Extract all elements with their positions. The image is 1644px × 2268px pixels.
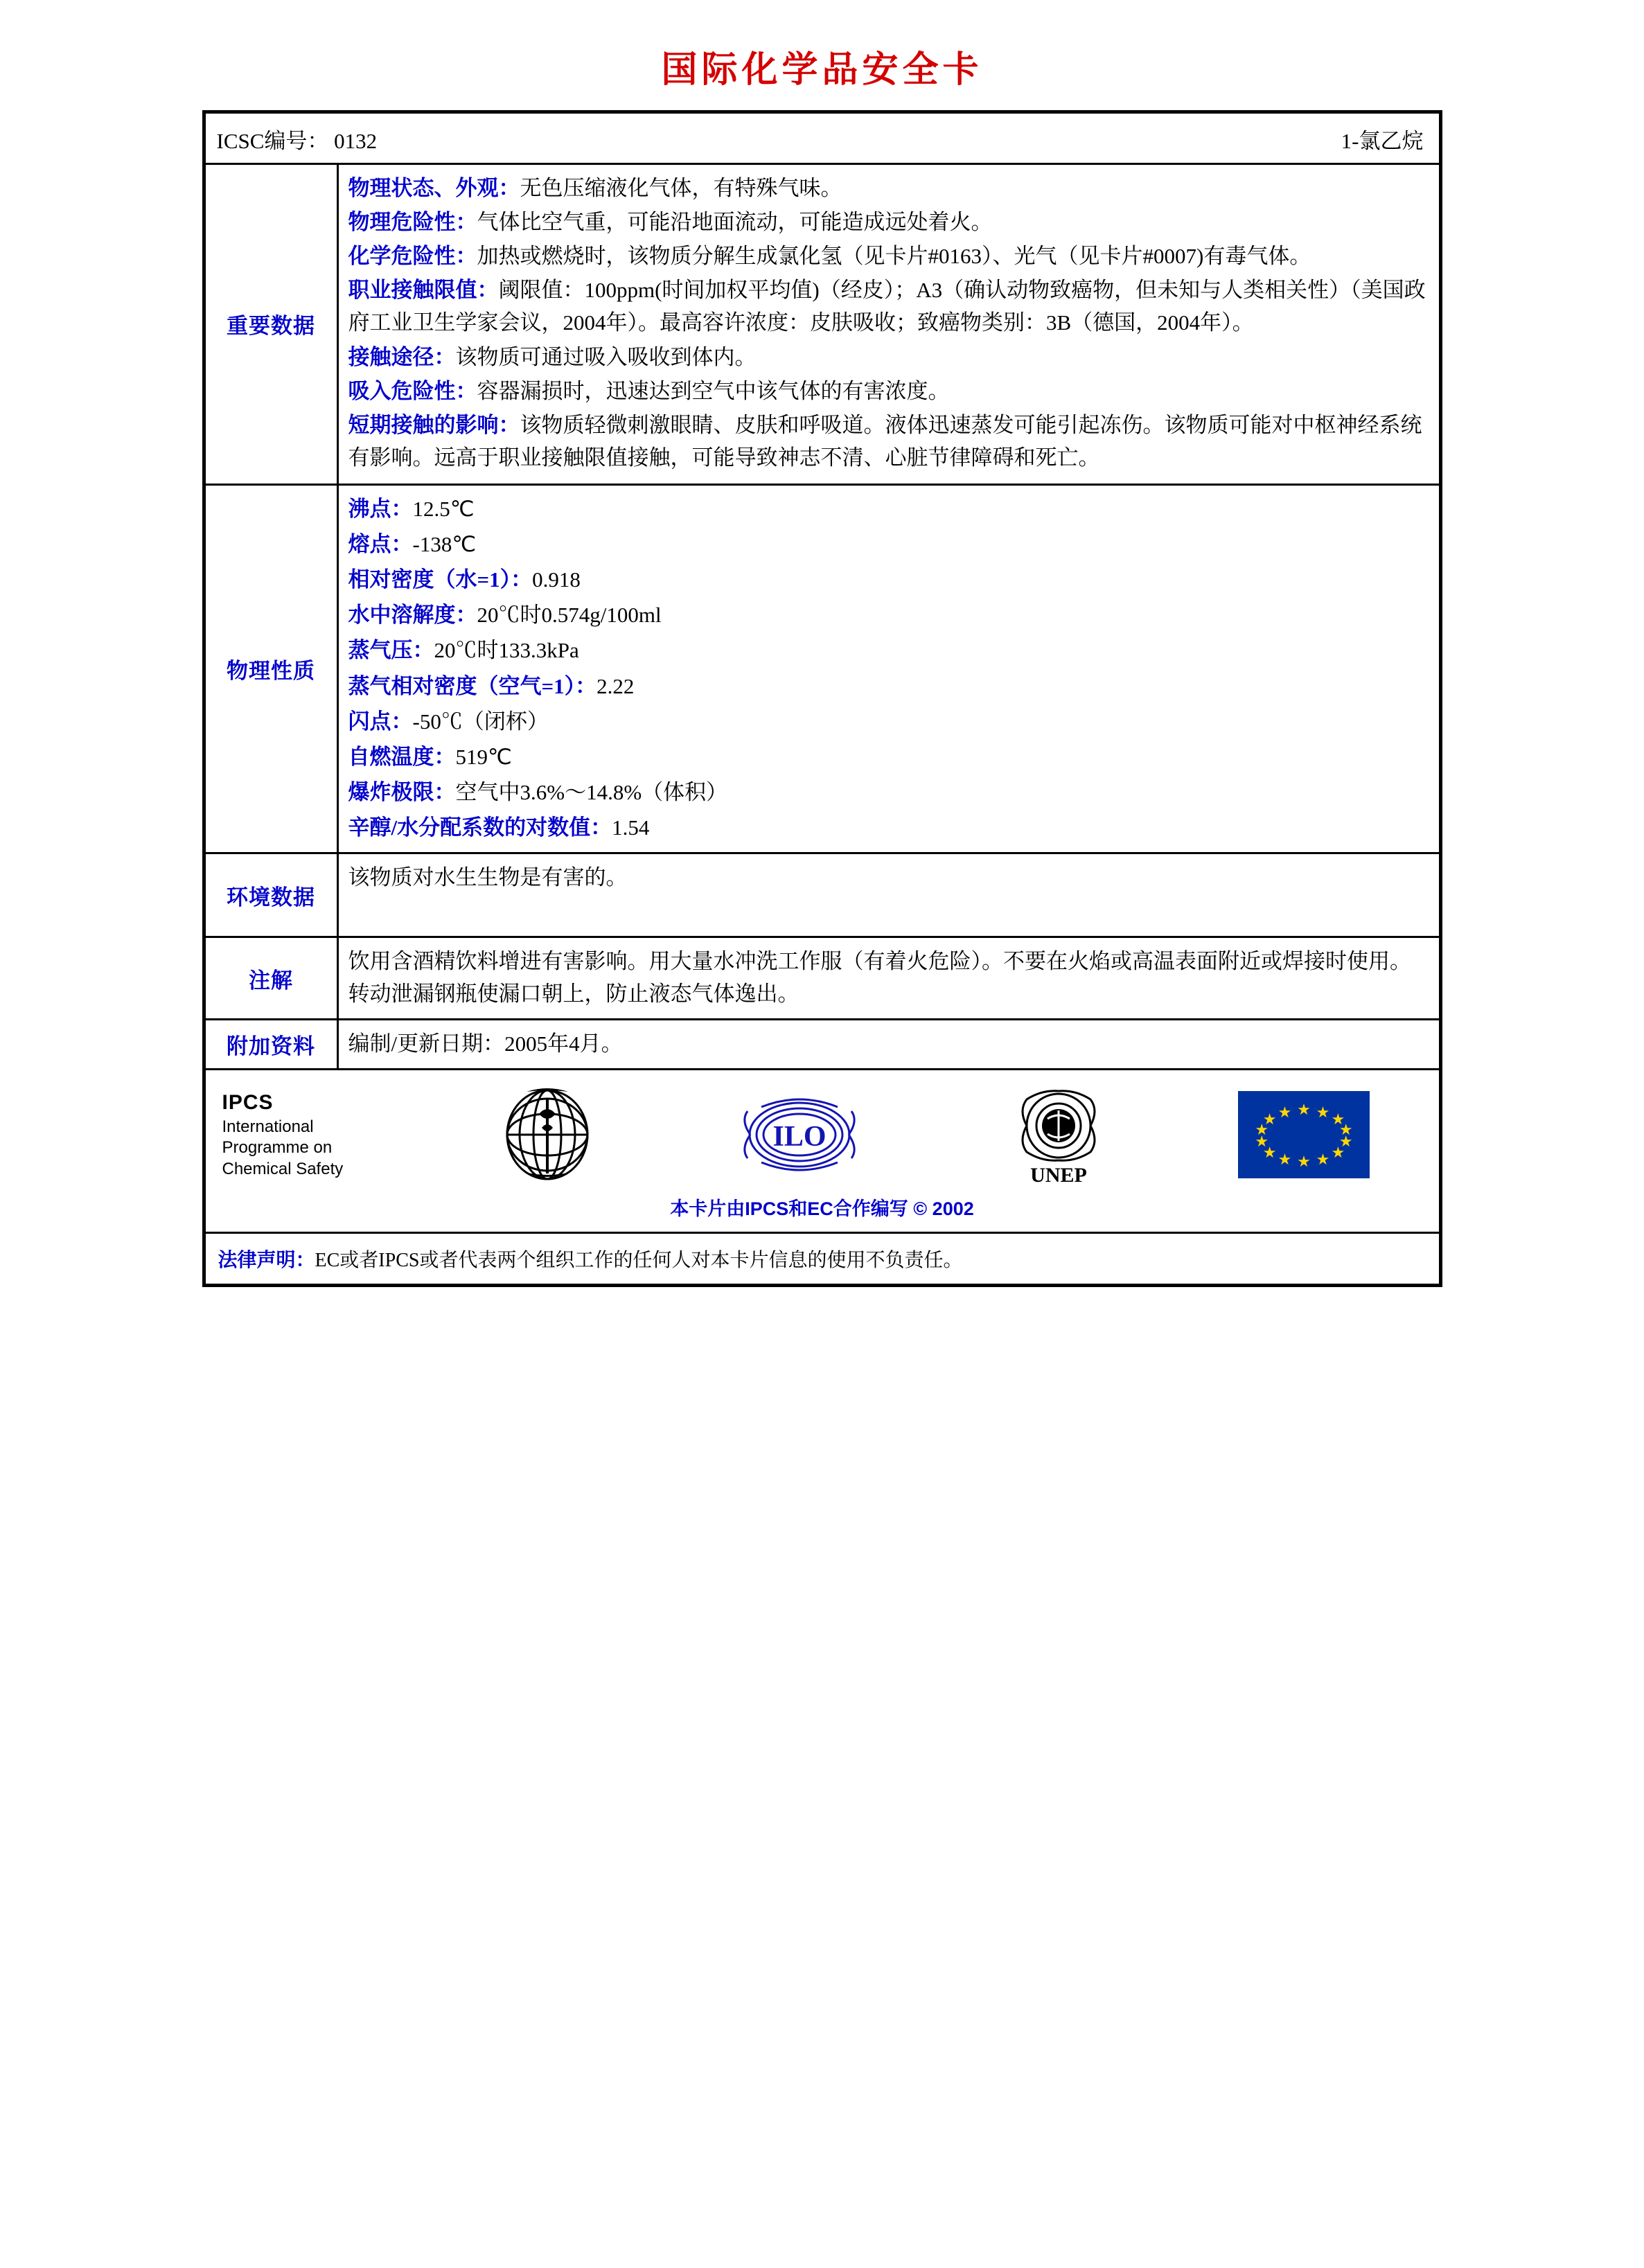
- property-row: [348, 528, 1429, 560]
- item-key: 短期接触的影响：: [348, 412, 520, 437]
- section-label-physical-properties: 物理性质: [206, 486, 339, 852]
- item-value: 加热或燃烧时，该物质分解生成氯化氢（见卡片#0163）、光气（见卡片#0007)有毒气体。: [477, 244, 1311, 269]
- data-item: [348, 341, 1429, 373]
- property-key: 辛醇/水分配系数的对数值：: [348, 815, 612, 840]
- item-key: 物理危险性：: [348, 210, 477, 235]
- item-key: 接触途径：: [348, 344, 456, 369]
- item-value: 该物质可通过吸入吸收到体内。: [455, 344, 757, 369]
- section-label-additional-info: 附加资料: [206, 1020, 339, 1068]
- item-value: 气体比空气重，可能沿地面流动，可能造成远处着火。: [477, 210, 993, 235]
- unep-logo-icon: [989, 1083, 1128, 1187]
- property-value: 1.54: [612, 815, 650, 840]
- property-value: 12.5℃: [412, 496, 475, 521]
- property-value: 0.918: [532, 567, 581, 592]
- icsc-card: [202, 110, 1442, 1287]
- section-label-environmental-data: 环境数据: [206, 854, 339, 936]
- ipcs-line-3: Chemical Safety: [222, 1159, 344, 1178]
- data-item: [348, 375, 1429, 407]
- property-row: [348, 670, 1429, 702]
- legal-label: 法律声明：: [218, 1250, 315, 1272]
- item-value: 阈限值：100ppm(时间加权平均值)（经皮）；A3（确认动物致癌物，但未知与人类相关性）（美国政府工业卫生学家会议，2004年）。最高容许浓度：皮肤吸收；致癌物类别：3B（德国，2004年）。: [348, 278, 1426, 335]
- property-row: [348, 705, 1429, 738]
- property-row: [348, 493, 1429, 525]
- property-key: 闪点：: [348, 709, 413, 734]
- ilo-logo-box: [665, 1086, 935, 1183]
- property-row: [348, 634, 1429, 666]
- item-value: 容器漏损时，迅速达到空气中该气体的有害浓度。: [477, 378, 950, 403]
- property-key: 蒸气压：: [348, 638, 434, 663]
- data-item: [348, 409, 1429, 474]
- property-key: 沸点：: [348, 496, 413, 521]
- section-label-important-data: 重要数据: [206, 165, 339, 484]
- who-logo-icon: [485, 1086, 610, 1183]
- data-item: [348, 240, 1429, 272]
- property-value: -50℃（闭杯）: [412, 709, 549, 734]
- item-value: 该物质轻微刺激眼睛、皮肤和呼吸道。液体迅速蒸发可能引起冻伤。该物质可能对中枢神经系统有影响。远高于职业接触限值接触，可能导致神志不清、心脏节律障碍和死亡。: [348, 412, 1422, 470]
- property-key: 熔点：: [348, 532, 413, 557]
- section-content-additional-info: 编制/更新日期：2005年4月。: [348, 1031, 623, 1056]
- icsc-number-label: ICSC编号：: [216, 129, 329, 153]
- ipcs-wordmark: [222, 1090, 430, 1180]
- property-value: 空气中3.6%～14.8%（体积）: [455, 779, 728, 804]
- footer-logos-row: [206, 1070, 1439, 1234]
- item-key: 吸入危险性：: [348, 378, 477, 403]
- property-row: [348, 776, 1429, 808]
- item-key: 物理状态、外观：: [348, 176, 520, 200]
- property-row: [348, 563, 1429, 596]
- item-value: 无色压缩液化气体，有特殊气味。: [520, 176, 842, 200]
- property-key: 蒸气相对密度（空气=1）：: [348, 673, 597, 698]
- ipcs-abbr: IPCS: [222, 1091, 274, 1115]
- safety-card-page: [0, 40, 1644, 2268]
- substance-name: 1-氯乙烷: [1341, 129, 1424, 153]
- section-physical-properties: [206, 486, 1439, 854]
- icsc-number-value: 0132: [334, 129, 378, 153]
- ipcs-line-1: International: [222, 1117, 314, 1136]
- property-key: 爆炸极限：: [348, 779, 456, 804]
- icsc-number-group: [206, 114, 1341, 163]
- property-key: 水中溶解度：: [348, 603, 477, 628]
- property-row: [348, 811, 1429, 844]
- property-key: 自燃温度：: [348, 744, 456, 769]
- legal-text: EC或者IPCS或者代表两个组织工作的任何人对本卡片信息的使用不负责任。: [315, 1250, 963, 1272]
- eu-flag-icon: ★ ★ ★ ★ ★ ★ ★ ★ ★ ★ ★ ★ ★ ★: [1238, 1091, 1370, 1178]
- eu-flag-box: [1183, 1091, 1425, 1178]
- ipcs-line-2: Programme on: [222, 1138, 333, 1158]
- item-key: 职业接触限值：: [348, 278, 499, 303]
- section-environmental-data: [206, 854, 1439, 938]
- section-additional-info: [206, 1020, 1439, 1070]
- section-content-environmental-data: 该物质对水生生物是有害的。: [348, 865, 628, 890]
- copyright-text: © 2002: [913, 1198, 974, 1220]
- credit-line: [206, 1189, 1439, 1232]
- section-content-important-data: [339, 165, 1439, 484]
- property-key: 相对密度（水=1）：: [348, 567, 533, 592]
- property-value: 20℃时0.574g/100ml: [477, 603, 662, 628]
- section-content-physical-properties: [339, 486, 1439, 852]
- data-item: [348, 172, 1429, 204]
- data-item: [348, 206, 1429, 238]
- property-row: [348, 599, 1429, 631]
- card-header: [206, 114, 1439, 165]
- who-logo-box: [430, 1086, 665, 1183]
- unep-logo-box: [935, 1083, 1183, 1187]
- data-item: [348, 274, 1429, 339]
- section-label-notes: 注解: [206, 938, 339, 1018]
- property-row: [348, 741, 1429, 773]
- property-value: -138℃: [412, 532, 477, 557]
- ilo-logo-icon: [720, 1086, 879, 1183]
- credit-text: 本卡片由IPCS和EC合作编写: [670, 1198, 908, 1220]
- page-title: 国际化学品安全卡: [661, 51, 983, 90]
- section-notes: [206, 938, 1439, 1020]
- section-content-notes: 饮用含酒精饮料增进有害影响。用大量水冲洗工作服（有着火危险）。不要在火焰或高温表面附近或焊接时使用。转动泄漏钢瓶使漏口朝上，防止液态气体逸出。: [348, 949, 1411, 1007]
- legal-disclaimer: [206, 1234, 1439, 1284]
- item-key: 化学危险性：: [348, 244, 477, 269]
- property-value: 519℃: [455, 744, 512, 769]
- logo-strip: [206, 1070, 1439, 1189]
- property-value: 20℃时133.3kPa: [434, 638, 579, 663]
- unep-label: UNEP: [1030, 1164, 1087, 1187]
- svg-text:ILO: ILO: [772, 1121, 827, 1153]
- property-value: 2.22: [596, 673, 635, 698]
- section-important-data: [206, 165, 1439, 486]
